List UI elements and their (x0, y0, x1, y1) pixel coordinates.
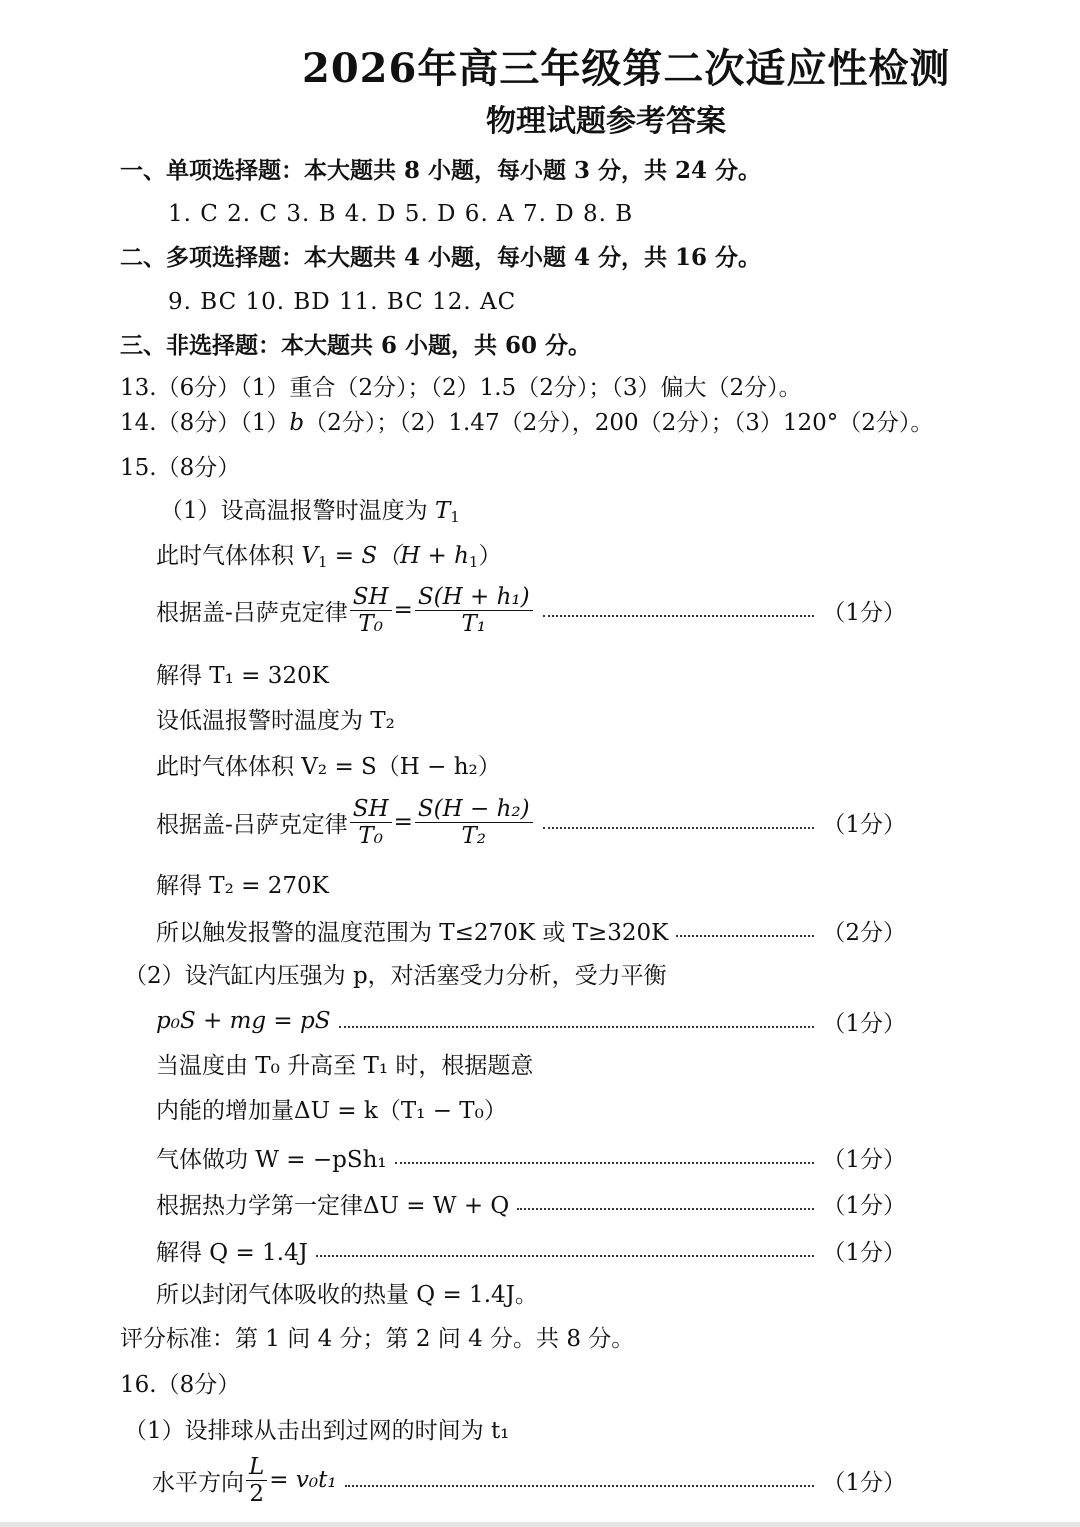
q16-frac-den: 2 (249, 1480, 264, 1507)
page-title: 2026年高三年级第二次适应性检测 (302, 45, 951, 92)
q15-law1-equals: = (393, 597, 413, 623)
q14-var-b: b (289, 410, 305, 436)
leader-dots (395, 1162, 815, 1164)
q15-volume1 (156, 541, 501, 571)
q15-law-row-2 (156, 794, 906, 850)
q15-score-7: （1分） (822, 1239, 906, 1266)
q16-score-1: （1分） (822, 1469, 906, 1496)
q15-fraction-2 (415, 584, 533, 637)
q16-fraction (246, 1454, 267, 1507)
leader-dots (676, 935, 814, 937)
q15-law2-label: 根据盖-吕萨克定律 (156, 811, 348, 838)
q15-frac2-den: T₁ (461, 610, 487, 637)
q15-solve-1: 解得 T₁ = 320K (156, 663, 329, 689)
q15-vol1-sub: 1 (317, 553, 328, 571)
q15-fraction-4 (415, 796, 533, 849)
q16-heading: 16.（8分） (120, 1372, 241, 1398)
page-bottom-edge (0, 1522, 1080, 1527)
q15-range-row (156, 915, 906, 945)
q14-part-a: 14.（8分）（1） (120, 410, 290, 436)
leader-dots (316, 1255, 815, 1257)
q15-first-law: 根据热力学第一定律ΔU = W + Q (156, 1192, 510, 1219)
q15-vol1-text: 此时气体体积 (156, 543, 302, 569)
q15-frac3-den: T₀ (358, 822, 383, 849)
q15-heading: 15.（8分） (120, 455, 241, 481)
q15-balance: p₀S + mg = pS (156, 1008, 331, 1034)
q15-frac4-num: S(H − h₂) (415, 796, 533, 823)
q15-score-2: （1分） (822, 811, 906, 838)
leader-dots (517, 1208, 814, 1210)
q15-fraction-1 (350, 584, 392, 637)
leader-dots (543, 827, 815, 829)
q15-law-row-1 (156, 582, 906, 638)
q14-part-c: （2分）；（2）1.47（2分），200（2分）；（3）120°（2分）。 (304, 410, 934, 436)
section2-answers: 9. BC 10. BD 11. BC 12. AC (168, 289, 517, 315)
q15-conclusion: 所以封闭气体吸收的热量 Q = 1.4J。 (156, 1282, 538, 1308)
q16-frac-num: L (246, 1454, 267, 1481)
q15-p1-text: （1）设高温报警时温度为 (160, 498, 435, 524)
q15-internal-energy: 内能的增加量ΔU = k（T₁ − T₀） (156, 1098, 507, 1124)
q15-score-6: （1分） (822, 1192, 906, 1219)
q15-grading: 评分标准：第 1 问 4 分；第 2 问 4 分。共 8 分。 (120, 1326, 635, 1352)
q15-frac2-num: S(H + h₁) (415, 584, 533, 611)
q16-horiz-rhs: = v₀t₁ (269, 1467, 337, 1493)
q15-law1-label: 根据盖-吕萨克定律 (156, 599, 348, 626)
q15-p2-intro: （2）设汽缸内压强为 p，对活塞受力分析，受力平衡 (124, 963, 667, 989)
page-subtitle: 物理试题参考答案 (486, 104, 726, 139)
q16-horiz-label: 水平方向 (152, 1469, 244, 1496)
leader-dots (345, 1485, 815, 1487)
q15-frac1-den: T₀ (358, 610, 383, 637)
leader-dots (339, 1026, 815, 1028)
q15-first-law-row (156, 1188, 906, 1218)
q15-frac1-num: SH (350, 584, 392, 611)
section1-answers: 1. C 2. C 3. B 4. D 5. D 6. A 7. D 8. B (168, 201, 634, 227)
q15-temp-rise: 当温度由 T₀ 升高至 T₁ 时，根据题意 (156, 1053, 534, 1079)
q15-volume2: 此时气体体积 V₂ = S（H − h₂） (156, 754, 501, 780)
q15-score-1: （1分） (822, 599, 906, 626)
section2-heading: 二、多项选择题：本大题共 4 小题，每小题 4 分，共 16 分。 (120, 244, 762, 271)
leader-dots (543, 615, 815, 617)
q15-vol1-rhs: = S（H + h (327, 543, 469, 569)
q16-horizontal-row (152, 1452, 906, 1508)
q15-frac4-den: T₂ (461, 822, 487, 849)
section3-heading: 三、非选择题：本大题共 6 小题，共 60 分。 (120, 332, 592, 359)
q15-low-intro: 设低温报警时温度为 T₂ (156, 708, 395, 734)
q15-T1-subscript: 1 (450, 508, 460, 526)
q15-frac3-num: SH (350, 796, 392, 823)
q15-vol1-V: V (301, 543, 318, 569)
q15-p1-intro (160, 496, 460, 526)
q15-vol1-h-sub: 1 (468, 553, 479, 571)
q15-score-4: （1分） (822, 1010, 906, 1037)
q15-work-row (156, 1142, 906, 1172)
q15-work: 气体做功 W = −pSh₁ (156, 1146, 387, 1173)
section1-heading: 一、单项选择题：本大题共 8 小题，每小题 3 分，共 24 分。 (120, 157, 762, 184)
q15-score-5: （1分） (822, 1146, 906, 1173)
q15-law2-equals: = (393, 809, 413, 835)
q15-solve-2: 解得 T₂ = 270K (156, 873, 329, 899)
q15-balance-row (156, 1006, 906, 1036)
q15-solveQ-row (156, 1235, 906, 1265)
q15-T1-symbol: T (434, 498, 451, 524)
q15-solveQ: 解得 Q = 1.4J (156, 1239, 308, 1266)
q15-vol1-close: ） (478, 543, 502, 569)
q15-fraction-3 (350, 796, 392, 849)
q15-score-3: （2分） (822, 919, 906, 946)
q15-range: 所以触发报警的温度范围为 T≤270K 或 T≥320K (156, 919, 669, 946)
q14-answer (120, 408, 933, 438)
q16-p1-intro: （1）设排球从击出到过网的时间为 t₁ (124, 1418, 510, 1444)
q13-answer: 13.（6分）（1）重合（2分）；（2）1.5（2分）；（3）偏大（2分）。 (120, 375, 802, 401)
